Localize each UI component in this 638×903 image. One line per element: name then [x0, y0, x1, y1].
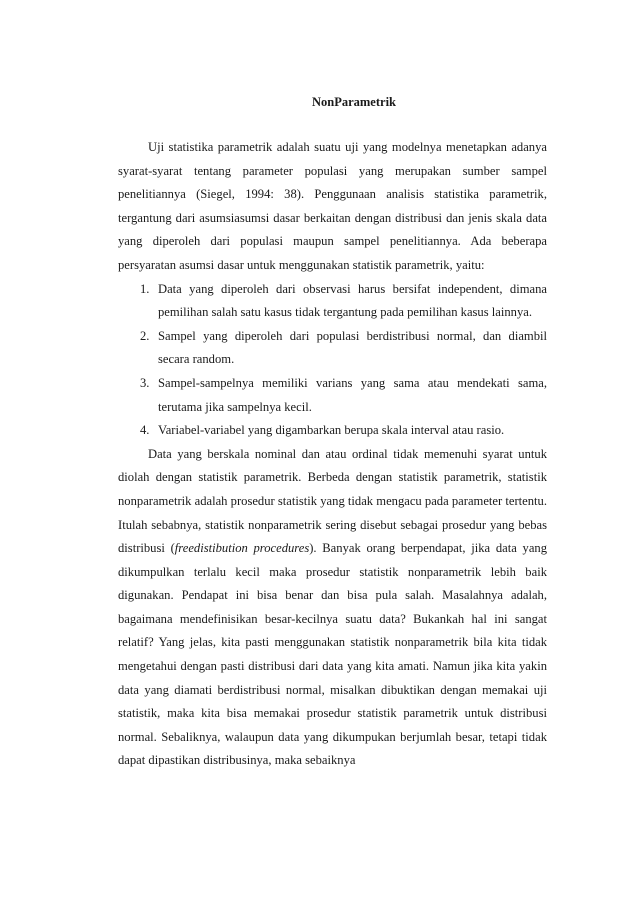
requirements-list [118, 278, 547, 443]
list-item [118, 325, 547, 372]
paragraph-nonparametric [118, 443, 547, 773]
list-number: 3. [140, 375, 150, 390]
list-number: 1. [140, 281, 150, 296]
list-item [118, 372, 547, 419]
list-text: Variabel-variabel yang digambarkan berupa skala interval atau rasio. [158, 423, 505, 438]
paragraph-intro: Uji statistika parametrik adalah suatu uji yang modelnya menetapkan adanya syarat-syarat tentang parameter populasi yang merupakan sumber sampel penelitiannya (Siegel, 1994: 38). Penggunaan analisis statistika parametrik, tergantung dari asumsiasumsi dasar berkaitan dengan distribusi dan jenis skala data yang diperoleh dari populasi maupun sampel penelitiannya. Ada beberapa persyaratan asumsi dasar untuk menggunakan statistik parametrik, yaitu: [118, 140, 547, 272]
page-title: NonParametrik [311, 95, 396, 109]
list-number: 4. [140, 423, 150, 438]
list-text: Sampel-sampelnya memiliki varians yang sama atau mendekati sama, terutama jika sampelnya kecil. [158, 375, 547, 414]
italic-term: freedistibution procedures [174, 541, 310, 556]
list-number: 2. [140, 328, 150, 343]
list-text: Sampel yang diperoleh dari populasi berdistribusi normal, dan diambil secara random. [158, 328, 547, 367]
list-item [118, 419, 547, 443]
paragraph-text: ). Banyak orang berpendapat, jika data yang dikumpulkan terlalu kecil maka prosedur statistik nonparametrik lebih baik digunakan. Pendapat ini bisa benar dan bisa pula salah. Masalahnya adalah, bagaimana mendefinisikan besar-kecilnya suatu data? Bukankah hal ini sangat relatif? Yang jelas, kita pasti menggunakan statistik nonparametrik bila kita tidak mengetahui dengan pasti distribusi dari data yang kita amati. Namun jika kita yakin data yang diamati berdistribusi normal, misalkan dibuktikan dengan memakai uji statistik, maka kita bisa memakai prosedur statistik parametrik untuk distribusi normal. Sebaliknya, walaupun data yang dikumpukan berjumlah besar, tetapi tidak dapat dipastikan distribusinya, maka sebaiknya [118, 541, 547, 768]
paragraph-text: Data yang berskala nominal dan atau ordinal tidak memenuhi syarat untuk diolah dengan statistik parametrik. Berbeda dengan statistik parametrik, statistik nonparametrik adalah prosedur statistik yang tidak mengacu pada parameter tertentu. Itulah sebabnya, statistik nonparametrik sering disebut sebagai prosedur yang bebas distribusi ( [118, 446, 547, 556]
list-item [118, 278, 547, 325]
document-body [118, 136, 547, 773]
list-text: Data yang diperoleh dari observasi harus bersifat independent, dimana pemilihan salah satu kasus tidak tergantung pada pemilihan kasus lainnya. [158, 281, 547, 320]
